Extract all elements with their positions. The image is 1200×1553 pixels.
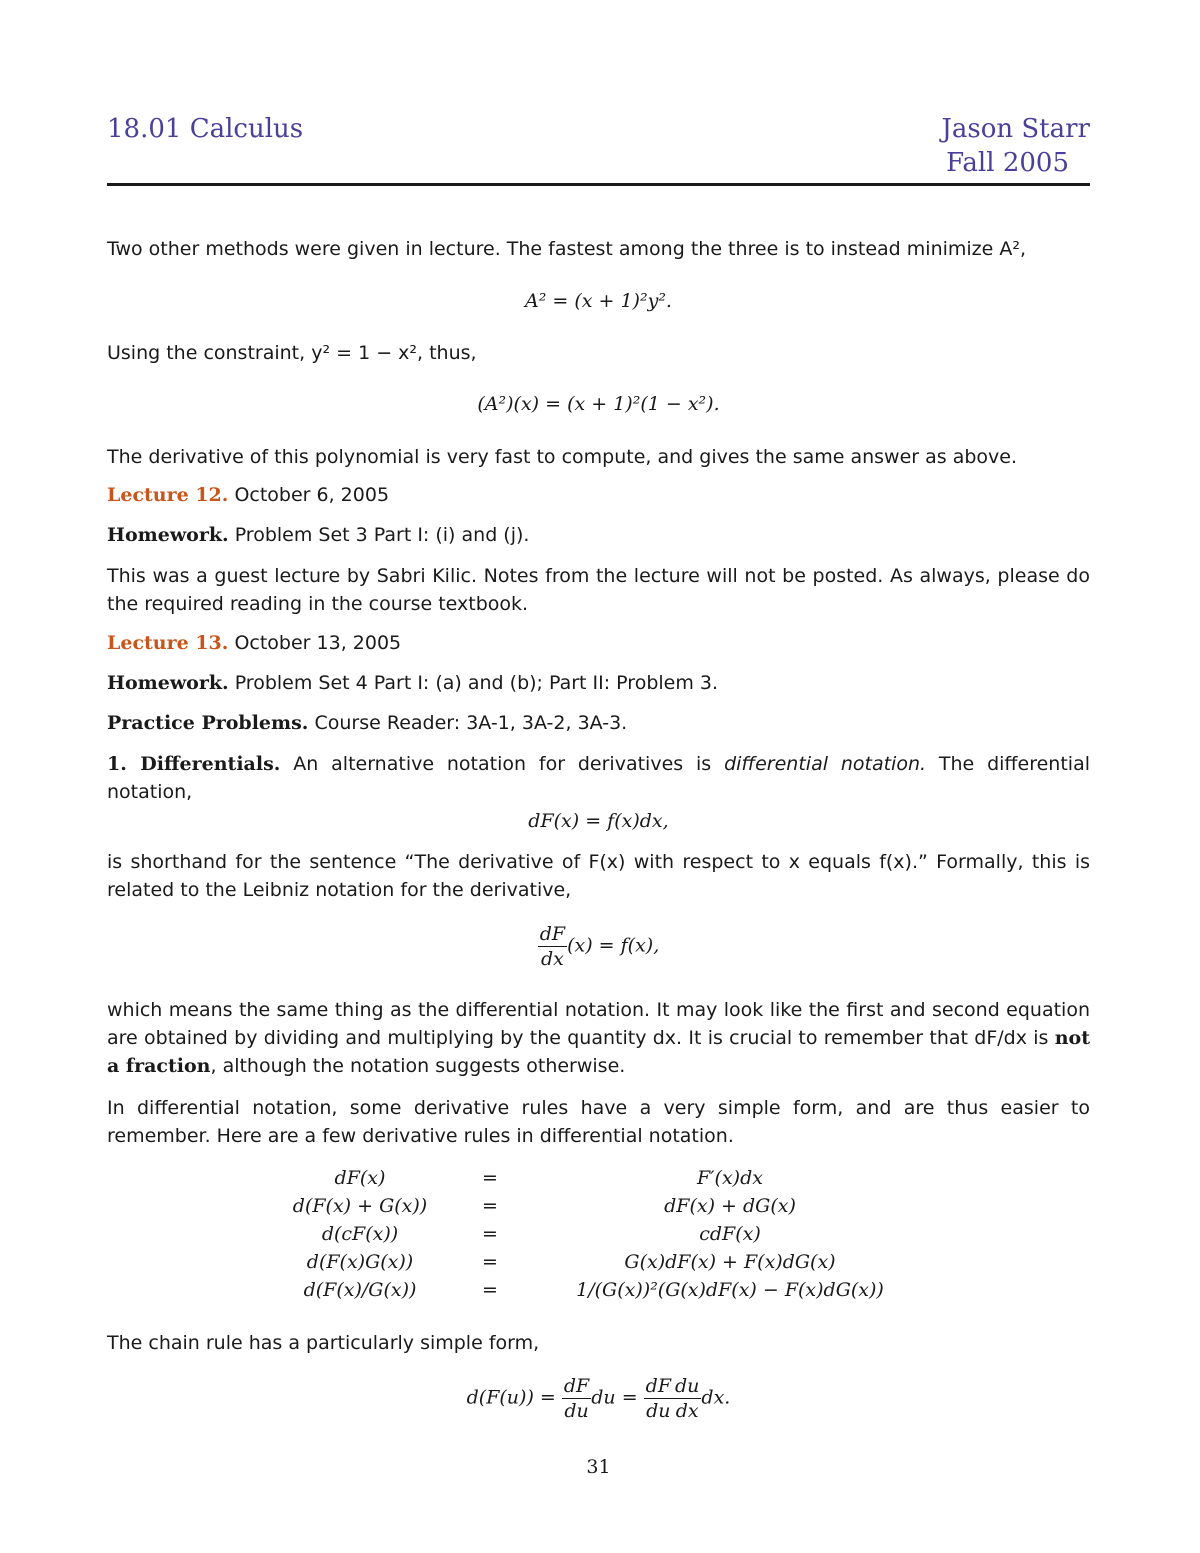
course-title: 18.01 Calculus	[107, 114, 304, 144]
fraction-denominator: dx	[675, 1400, 699, 1422]
rule-row	[260, 1276, 940, 1304]
practice-problems	[107, 712, 627, 734]
lecture-13-heading	[107, 632, 401, 654]
fraction-denominator: du	[646, 1400, 671, 1422]
means-text-a: which means the same thing as the differential notation. It may look like the first and second equation are obtained by dividing and multiplying by the quantity dx. It is crucial to remember that dF/dx is	[107, 999, 1090, 1049]
rule-lhs: dF(x)	[334, 1167, 386, 1189]
homework-13	[107, 672, 718, 694]
homework-12	[107, 524, 529, 546]
fraction-dF-du-2	[644, 1374, 673, 1423]
differentials-italic: differential notation.	[724, 753, 927, 775]
page-number: 31	[586, 1456, 611, 1478]
leibniz-rest: (x) = f(x),	[567, 934, 660, 957]
chain-lhs: d(F(u)) =	[466, 1386, 556, 1409]
differentials-label: 1. Differentials.	[107, 753, 281, 775]
lecture-12-heading	[107, 484, 389, 506]
rule-lhs: d(F(x) + G(x))	[292, 1195, 428, 1217]
homework-13-label: Homework.	[107, 672, 229, 694]
rule-lhs: d(F(x)G(x))	[306, 1251, 414, 1273]
rule-rhs: 1/(G(x))²(G(x)dF(x) − F(x)dG(x))	[576, 1279, 884, 1301]
rule-rhs: cdF(x)	[699, 1223, 761, 1245]
chain-mid: du =	[591, 1386, 638, 1409]
equation-differential: dF(x) = f(x)dx,	[528, 810, 669, 832]
differentials-text-a: An alternative notation for derivatives is	[293, 753, 712, 775]
rule-lhs: d(cF(x))	[321, 1223, 399, 1245]
paragraph-constraint: Using the constraint, y² = 1 − x², thus,	[107, 342, 477, 364]
differentials-text-b: The differential notation,	[107, 753, 1090, 803]
lecture-12-date: October 6, 2005	[234, 484, 390, 506]
rule-equals: =	[482, 1195, 498, 1217]
paragraph-shorthand: is shorthand for the sentence “The derivative of F(x) with respect to x equals f(x).” Formally, this is related to the Leibniz notation for the derivative,	[107, 851, 1090, 901]
fraction-numerator: dF	[539, 923, 566, 945]
paragraph-derivative: The derivative of this polynomial is very fast to compute, and gives the same answer as above.	[107, 446, 1018, 468]
homework-13-text: Problem Set 4 Part I: (a) and (b); Part II: Problem 3.	[234, 672, 719, 694]
paragraph-means	[107, 996, 1090, 1080]
lecture-13-date: October 13, 2005	[234, 632, 402, 654]
rule-lhs: d(F(x)/G(x))	[303, 1279, 417, 1301]
rule-row	[260, 1192, 940, 1220]
rule-equals: =	[482, 1223, 498, 1245]
fraction-du-dx	[673, 1374, 701, 1423]
chain-end: dx.	[701, 1386, 731, 1409]
lecture-13-label: Lecture 13.	[107, 632, 229, 654]
rule-equals: =	[482, 1279, 498, 1301]
fraction-denominator: du	[564, 1400, 589, 1422]
header-rule	[107, 183, 1090, 186]
paragraph-chain-rule: The chain rule has a particularly simple form,	[107, 1332, 540, 1354]
term-label: Fall 2005	[946, 148, 1069, 178]
paragraph-rules: In differential notation, some derivative rules have a very simple form, and are thus easier to remember. Here are a few derivative rules in differential notation.	[107, 1097, 1090, 1147]
equation-leibniz	[107, 922, 1090, 971]
means-bold: not a fraction	[107, 1027, 1090, 1077]
homework-12-text: Problem Set 3 Part I: (i) and (j).	[234, 524, 530, 546]
equation-a-squared: A² = (x + 1)²y².	[525, 290, 672, 312]
fraction-numerator: du	[675, 1375, 700, 1397]
fraction-numerator: dF	[563, 1375, 590, 1397]
equation-a-squared-of-x: (A²)(x) = (x + 1)²(1 − x²).	[477, 393, 720, 415]
fraction-denominator: dx	[540, 948, 564, 970]
means-text-b: , although the notation suggests otherwise.	[210, 1055, 626, 1077]
fraction-dF-dx	[538, 922, 567, 971]
rule-equals: =	[482, 1167, 498, 1189]
fraction-dF-du	[562, 1374, 591, 1423]
paragraph-methods: Two other methods were given in lecture. The fastest among the three is to instead minimize A²,	[107, 238, 1027, 260]
lecture-12-label: Lecture 12.	[107, 484, 229, 506]
paragraph-differentials	[107, 750, 1090, 806]
paragraph-guest-lecture: This was a guest lecture by Sabri Kilic. Notes from the lecture will not be posted. As always, please do the required reading in the course textbook.	[107, 565, 1090, 615]
equation-chain-rule	[107, 1374, 1090, 1423]
practice-label: Practice Problems.	[107, 712, 309, 734]
rule-rhs: dF(x) + dG(x)	[664, 1195, 796, 1217]
instructor-name: Jason Starr	[941, 114, 1090, 144]
rule-row	[260, 1248, 940, 1276]
homework-12-label: Homework.	[107, 524, 229, 546]
rules-table	[260, 1164, 940, 1304]
practice-text: Course Reader: 3A-1, 3A-2, 3A-3.	[314, 712, 628, 734]
rule-rhs: G(x)dF(x) + F(x)dG(x)	[624, 1251, 836, 1273]
rule-rhs: F′(x)dx	[697, 1167, 763, 1189]
rule-equals: =	[482, 1251, 498, 1273]
rule-row	[260, 1164, 940, 1192]
fraction-numerator: dF	[645, 1375, 672, 1397]
rule-row	[260, 1220, 940, 1248]
